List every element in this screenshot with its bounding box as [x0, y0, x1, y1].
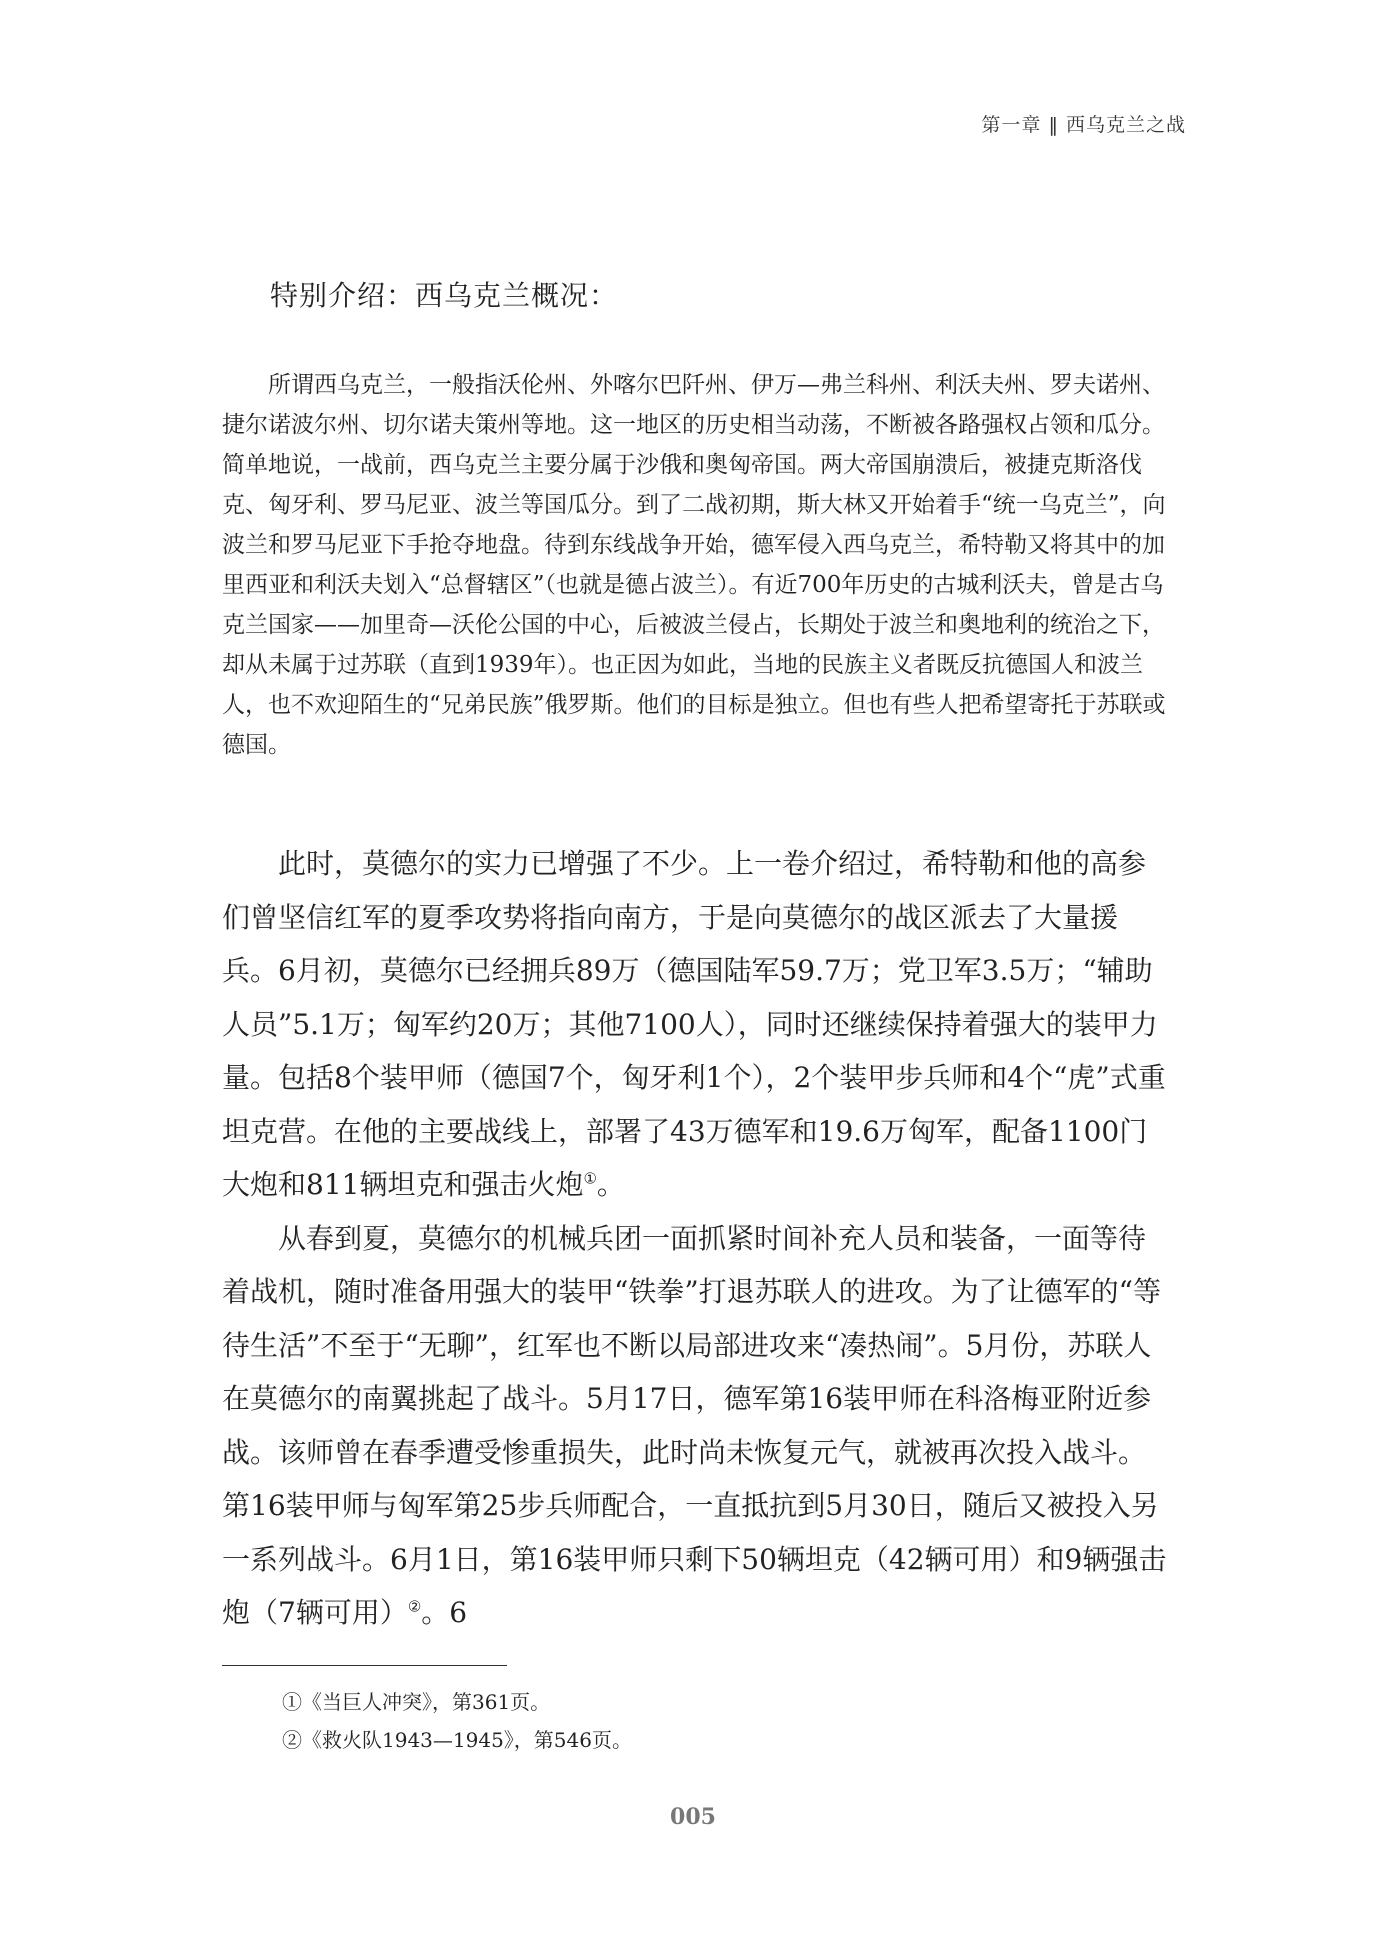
intro-paragraph: 所谓西乌克兰，一般指沃伦州、外喀尔巴阡州、伊万—弗兰科州、利沃夫州、罗夫诺州、捷尔诺波尔州、切尔诺夫策州等地。这一地区的历史相当动荡，不断被各路强权占领和瓜分。简单地说，一战前，西乌克兰主要分属于沙俄和奥匈帝国。两大帝国崩溃后，被捷克斯洛伐克、匈牙利、罗马尼亚、波兰等国瓜分。到了二战初期，斯大林又开始着手“统一乌克兰”，向波兰和罗马尼亚下手抢夺地盘。待到东线战争开始，德军侵入西乌克兰，希特勒又将其中的加里西亚和利沃夫划入“总督辖区”（也就是德占波兰）。有近700年历史的古城利沃夫，曾是古乌克兰国家——加里奇—沃伦公国的中心，后被波兰侵占，长期处于波兰和奥地利的统治之下，却从未属于过苏联（直到1939年）。也正因为如此，当地的民族主义者既反抗德国人和波兰人，也不欢迎陌生的“兄弟民族”俄罗斯。他们的目标是独立。但也有些人把希望寄托于苏联或德国。	[222, 372, 1166, 758]
body-paragraph-2-end: 。6	[421, 1596, 468, 1629]
page-number: 005	[670, 1804, 716, 1830]
footnote-ref-2[interactable]: ②	[407, 1597, 422, 1616]
body-paragraph-2-text: 从春到夏，莫德尔的机械兵团一面抓紧时间补充人员和装备，一面等待着战机，随时准备用强大的装甲“铁拳”打退苏联人的进攻。为了让德军的“等待生活”不至于“无聊”，红军也不断以局部进攻来“凑热闹”。5月份，苏联人在莫德尔的南翼挑起了战斗。5月17日，德军第16装甲师在科洛梅亚附近参战。该师曾在春季遭受惨重损失，此时尚未恢复元气，就被再次投入战斗。第16装甲师与匈军第25步兵师配合，一直抵抗到5月30日，随后又被投入另一系列战斗。6月1日，第16装甲师只剩下50辆坦克（42辆可用）和9辆强击炮（7辆可用）	[222, 1221, 1167, 1629]
body-paragraph-1-text: 此时，莫德尔的实力已增强了不少。上一卷介绍过，希特勒和他的高参们曾坚信红军的夏季攻势将指向南方，于是向莫德尔的战区派去了大量援兵。6月初，莫德尔已经拥兵89万（德国陆军59.7万；党卫军3.5万；“辅助人员”5.1万；匈军约20万；其他7100人），同时还继续保持着强大的装甲力量。包括8个装甲师（德国7个，匈牙利1个），2个装甲步兵师和4个“虎”式重坦克营。在他的主要战线上，部署了43万德军和19.6万匈军，配备1100门大炮和811辆坦克和强击火炮	[222, 847, 1166, 1201]
footnotes	[282, 1683, 632, 1759]
running-header: 第一章 ‖ 西乌克兰之战	[981, 114, 1186, 136]
body-paragraph-2	[222, 1212, 1172, 1640]
body-paragraph-1	[222, 837, 1172, 1212]
intro-box	[222, 365, 1172, 765]
footnote-ref-1[interactable]: ①	[583, 1169, 597, 1188]
body-text	[222, 837, 1172, 1640]
footnote-1: ①《当巨人冲突》，第361页。	[282, 1690, 551, 1714]
footnote-divider	[222, 1665, 507, 1666]
footnote-2: ②《救火队1943—1945》，第546页。	[282, 1728, 632, 1752]
section-title: 特别介绍：西乌克兰概况：	[270, 279, 619, 312]
body-paragraph-1-end: 。	[596, 1168, 625, 1201]
